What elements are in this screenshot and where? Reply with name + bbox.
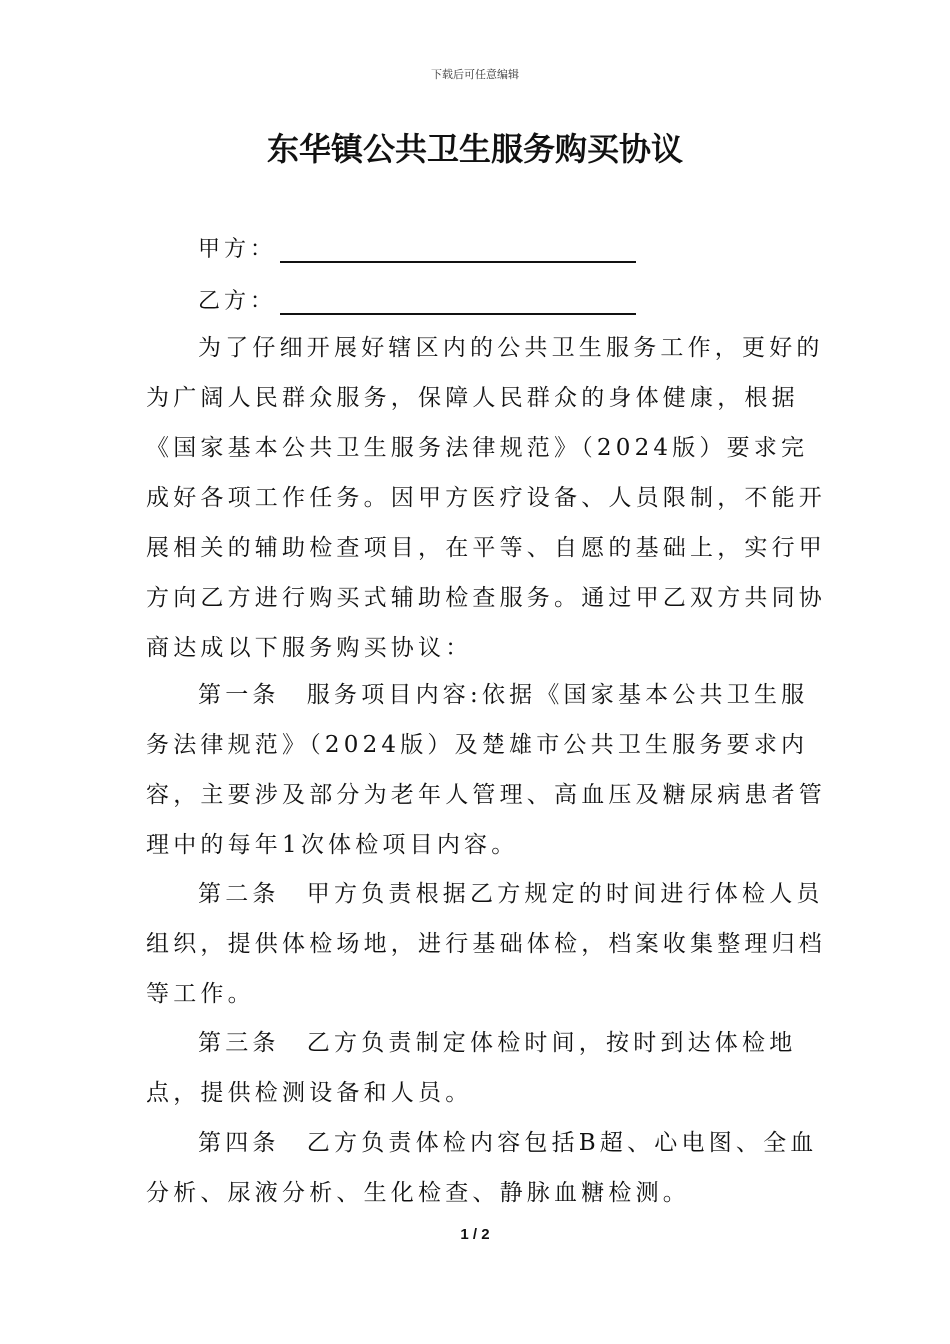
intro-paragraph: 为了仔细开展好辖区内的公共卫生服务工作，更好的为广阔人民群众服务，保障人民群众的身体健康，根据《国家基本公共卫生服务法律规范》（2024版）要求完成好各项工作任务。因甲方医疗设备、人员限制，不能开展相关的辅助检查项目，在平等、自愿的基础上，实行甲方向乙方进行购买式辅助检查服务。通过甲乙双方共同协商达成以下服务购买协议： (146, 335, 826, 661)
document-title: 东华镇公共卫生服务购买协议 (266, 130, 683, 168)
party-a-label: 甲方： (198, 237, 277, 262)
page-number: 1 / 2 (460, 1226, 490, 1243)
party-b-line (198, 284, 636, 315)
article-2-paragraph: 第二条 甲方负责根据乙方规定的时间进行体检人员组织，提供体检场地，进行基础体检，档案收集整理归档等工作。 (146, 881, 826, 1007)
article-1-paragraph: 第一条 服务项目内容:依据《国家基本公共卫生服务法律规范》（2024版）及楚雄市公共卫生服务要求内容，主要涉及部分为老年人管理、高血压及糖尿病患者管理中的每年1次体检项目内容。 (146, 682, 826, 858)
party-b-label: 乙方： (198, 289, 277, 314)
party-b-blank (280, 289, 636, 315)
article-3-paragraph: 第三条 乙方负责制定体检时间，按时到达体检地点，提供检测设备和人员。 (146, 1030, 797, 1106)
party-a-blank (280, 237, 636, 263)
party-a-line (198, 232, 636, 263)
article-4-paragraph: 第四条 乙方负责体检内容包括B超、心电图、全血分析、尿液分析、生化检查、静脉血糖检测。 (146, 1130, 818, 1206)
header-note: 下载后可任意编辑 (431, 68, 519, 81)
